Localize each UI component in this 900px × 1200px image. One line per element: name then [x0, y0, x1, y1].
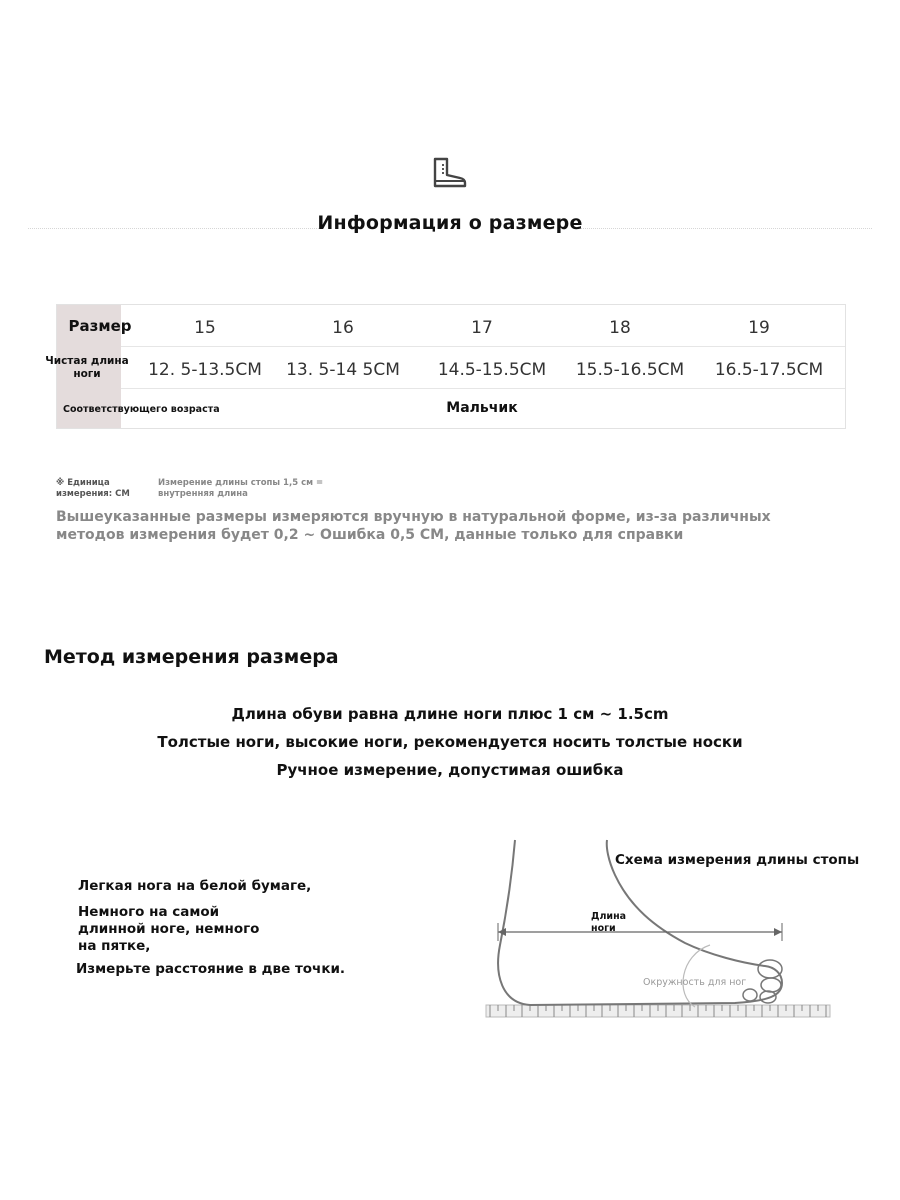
- size-cell: 19: [748, 318, 770, 338]
- size-table: [45, 304, 846, 429]
- size-cell: 15: [194, 318, 216, 338]
- instruction-step: Легкая нога на белой бумаге,: [78, 878, 312, 894]
- size-cell: 17: [471, 318, 493, 338]
- row-divider: [121, 346, 845, 347]
- foot-length-label: Длина ноги: [591, 911, 627, 934]
- unit-note: ※ Единица измерения: CM: [56, 478, 130, 499]
- diagram-title: Схема измерения длины стопы: [615, 852, 860, 868]
- size-cell: 18: [609, 318, 631, 338]
- size-cell: 16: [332, 318, 354, 338]
- circumference-label: Окружность для ног: [643, 977, 747, 988]
- disclaimer-text: Вышеуказанные размеры измеряются вручную в натуральной форме, из-за различных методов измерения будет 0,2 ~ Ошибка 0,5 CM, данные только для справки: [56, 509, 771, 543]
- row-label-foot-length: Чистая длина ноги: [45, 355, 129, 380]
- age-cell: Мальчик: [446, 400, 518, 416]
- foot-length-cell: 14.5-15.5CM: [437, 360, 547, 380]
- measurement-note: Измерение длины стопы 1,5 см = внутренняя длина: [158, 478, 324, 499]
- method-line: Толстые ноги, высокие ноги, рекомендуется носить толстые носки: [157, 733, 743, 751]
- row-label-size: Размер: [68, 317, 132, 335]
- foot-length-cell: 16.5-17.5CM: [714, 360, 824, 380]
- method-title: Метод измерения размера: [44, 646, 339, 668]
- instruction-step: Немного на самой длинной ноге, немного на пятке,: [78, 904, 260, 954]
- method-line: Длина обуви равна длине ноги плюс 1 см ~ 1.5cm: [231, 705, 669, 723]
- size-info-title: Информация о размере: [317, 212, 583, 234]
- foot-length-cell: 12. 5-13.5CM: [148, 360, 262, 380]
- instruction-step: Измерьте расстояние в две точки.: [76, 961, 346, 977]
- foot-length-cell: 13. 5-14 5CM: [286, 360, 400, 380]
- row-label-age: Соответствующего возраста: [63, 404, 220, 415]
- boot-icon: [432, 157, 468, 189]
- row-divider: [121, 388, 845, 389]
- foot-length-cell: 15.5-16.5CM: [575, 360, 685, 380]
- method-line: Ручное измерение, допустимая ошибка: [276, 761, 624, 779]
